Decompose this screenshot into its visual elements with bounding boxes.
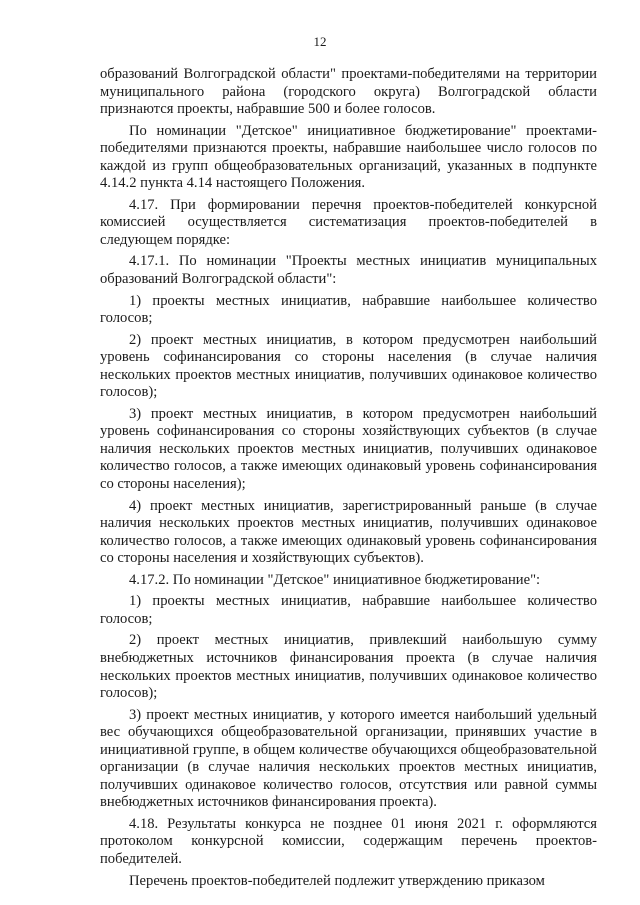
- paragraph-continuation: образований Волгоградской области" проектами-победителями на территории муниципального района (городского округа) Волгоградской области признаются проекты, набравшие 500 и более голосов.: [100, 66, 597, 118]
- list-item-3: 3) проект местных инициатив, в котором предусмотрен наибольший уровень софинансирования со стороны хозяйствующих субъектов (в случае наличия нескольких проектов местных инициатив, получивших одинаковое количество голосов, а также имеющих одинаковый уровень софинансирования со стороны населения);: [100, 405, 597, 493]
- list-item-2: 2) проект местных инициатив, в котором предусмотрен наибольший уровень софинансирования со стороны населения (в случае наличия нескольких проектов местных инициатив, получивших одинаковое количество голосов);: [100, 331, 597, 401]
- paragraph-winners-list: Перечень проектов-победителей подлежит утверждению приказом: [129, 872, 545, 889]
- paragraph-4-17-2: 4.17.2. По номинации "Детское" инициативное бюджетирование":: [129, 571, 541, 588]
- list-item-1: 1) проекты местных инициатив, набравшие наибольшее количество голосов;: [100, 292, 597, 327]
- list-item-2: 2) проект местных инициатив, привлекший наибольшую сумму внебюджетных источников финансирования проекта (в случае наличия нескольких проектов местных инициатив, получивших одинаковое количество голосов);: [100, 632, 597, 702]
- paragraph-children-nomination: По номинации "Детское" инициативное бюджетирование" проектами-победителями признаются проекты, набравшие наибольшее число голосов по каждой из групп общеобразовательных организаций, указанных в подпункте 4.14.2 пункта 4.14 настоящего Положения.: [100, 122, 597, 192]
- page-number: 12: [313, 34, 327, 49]
- paragraph-4-17-1: 4.17.1. По номинации "Проекты местных инициатив муниципальных образований Волгоградской области":: [100, 253, 597, 288]
- list-item-4: 4) проект местных инициатив, зарегистрированный раньше (в случае наличия нескольких проектов местных инициатив, получивших одинаковое количество голосов, а также имеющих одинаковый уровень софинансирования со стороны населения и хозяйствующих субъектов).: [100, 497, 597, 567]
- list-item-3: 3) проект местных инициатив, у которого имеется наибольший удельный вес обучающихся общеобразовательной организации, принявших участие в инициативной группе, в общем количестве обучающихся общеобразовательной организации (в случае наличия нескольких проектов местных инициатив, получивших одинаковое количество голосов, отсутствия или равной суммы внебюджетных источников финансирования проекта).: [100, 706, 597, 811]
- document-body: [100, 66, 597, 890]
- list-item-1: 1) проекты местных инициатив, набравшие наибольшее количество голосов;: [100, 593, 597, 627]
- paragraph-4-17: 4.17. При формировании перечня проектов-победителей конкурсной комиссией осуществляется систематизация проектов-победителей в следующем порядке:: [100, 196, 597, 248]
- paragraph-4-18: 4.18. Результаты конкурса не позднее 01 июня 2021 г. оформляются протоколом конкурсной комиссии, содержащим перечень проектов-победителей.: [100, 815, 597, 867]
